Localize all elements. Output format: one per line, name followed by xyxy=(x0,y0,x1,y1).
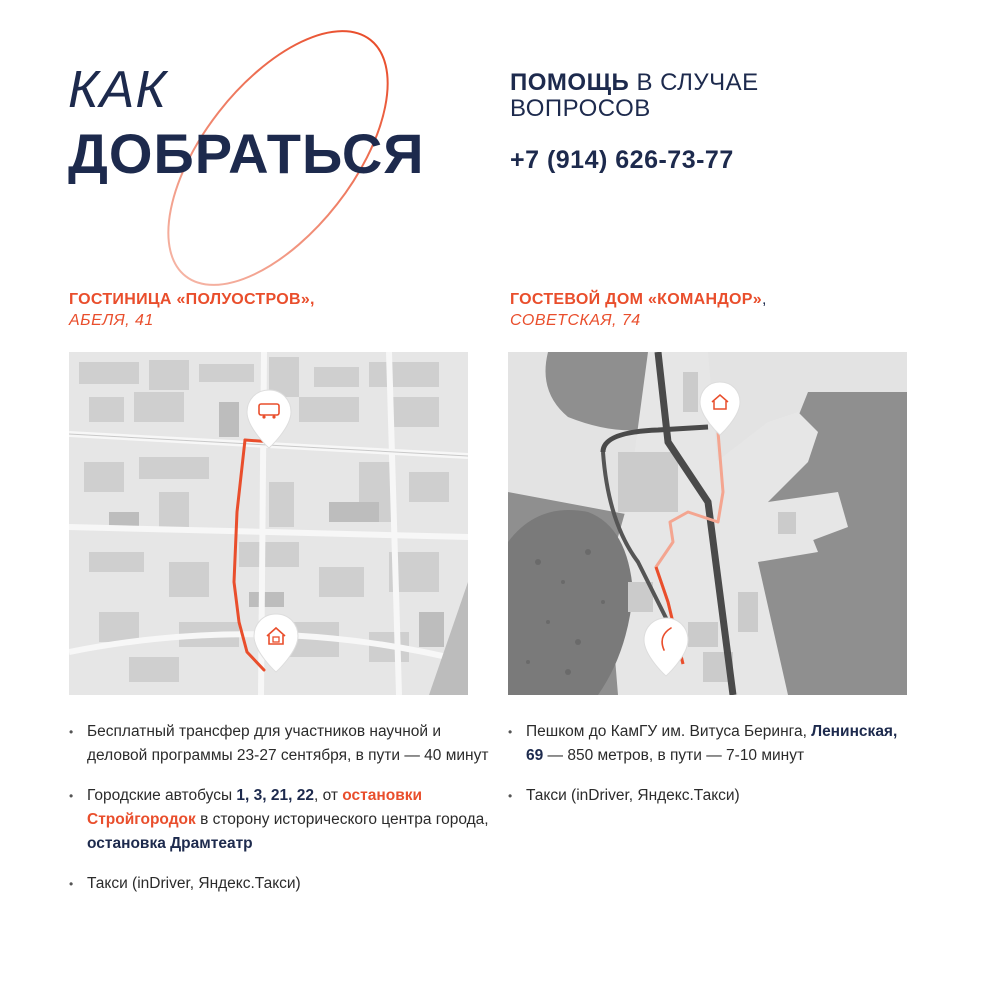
location-2-title xyxy=(510,289,767,331)
bullet-text: Пешком до КамГУ им. Витуса Беринга, xyxy=(526,723,812,740)
location-1-name: ГОСТИНИЦА «ПОЛУОСТРОВ», xyxy=(69,291,315,308)
location-2-map[interactable] xyxy=(508,352,907,695)
bullet-text: Бесплатный трансфер для участников научной и деловой программы 23-27 сентября, в пути — 40 минут xyxy=(87,723,489,764)
list-item xyxy=(508,720,918,768)
location-2-name xyxy=(510,289,767,310)
bullet-text: Такси (inDriver, Яндекс.Такси) xyxy=(526,787,740,804)
list-item xyxy=(69,720,489,768)
title-line-1: КАК xyxy=(68,61,167,119)
location-2-name-text: ГОСТЕВОЙ ДОМ «КОМАНДОР» xyxy=(510,291,762,308)
location-2-bullets xyxy=(508,720,918,824)
bullet-text: — 850 метров, в пути — 7-10 минут xyxy=(543,747,805,764)
location-1-address: АБЕЛЯ, 41 xyxy=(69,312,154,329)
bullet-text: Такси (inDriver, Яндекс.Такси) xyxy=(87,875,301,892)
help-phone[interactable]: +7 (914) 626-73-77 xyxy=(510,146,734,174)
help-block xyxy=(510,70,940,175)
bus-numbers: 1, 3, 21, 22 xyxy=(236,787,314,804)
location-1-bullets xyxy=(69,720,489,912)
list-item xyxy=(508,784,918,808)
location-1-title xyxy=(69,289,315,331)
bullet-text: Городские автобусы xyxy=(87,787,237,804)
bullet-text: , от xyxy=(313,787,343,804)
page-title-block xyxy=(68,58,488,258)
location-2-address: СОВЕТСКАЯ, 74 xyxy=(510,312,641,329)
list-item xyxy=(69,784,489,856)
list-item xyxy=(69,872,489,896)
location-1-map[interactable] xyxy=(69,352,468,695)
stop-name-start: остановки Стройгородок xyxy=(87,787,423,828)
location-2-name-comma: , xyxy=(761,291,767,308)
stop-name-end: остановка Драмтеатр xyxy=(87,835,253,852)
title-line-2: ДОБРАТЬСЯ xyxy=(68,122,425,185)
help-heading-rest2: ВОПРОСОВ xyxy=(510,95,651,122)
help-heading-bold: ПОМОЩЬ xyxy=(510,69,630,96)
destination-address: Ленинская, 69 xyxy=(526,723,898,764)
help-heading xyxy=(510,70,940,122)
help-heading-rest1: В СЛУЧАЕ xyxy=(629,69,759,96)
bullet-text: в сторону исторического центра города, xyxy=(195,811,489,828)
